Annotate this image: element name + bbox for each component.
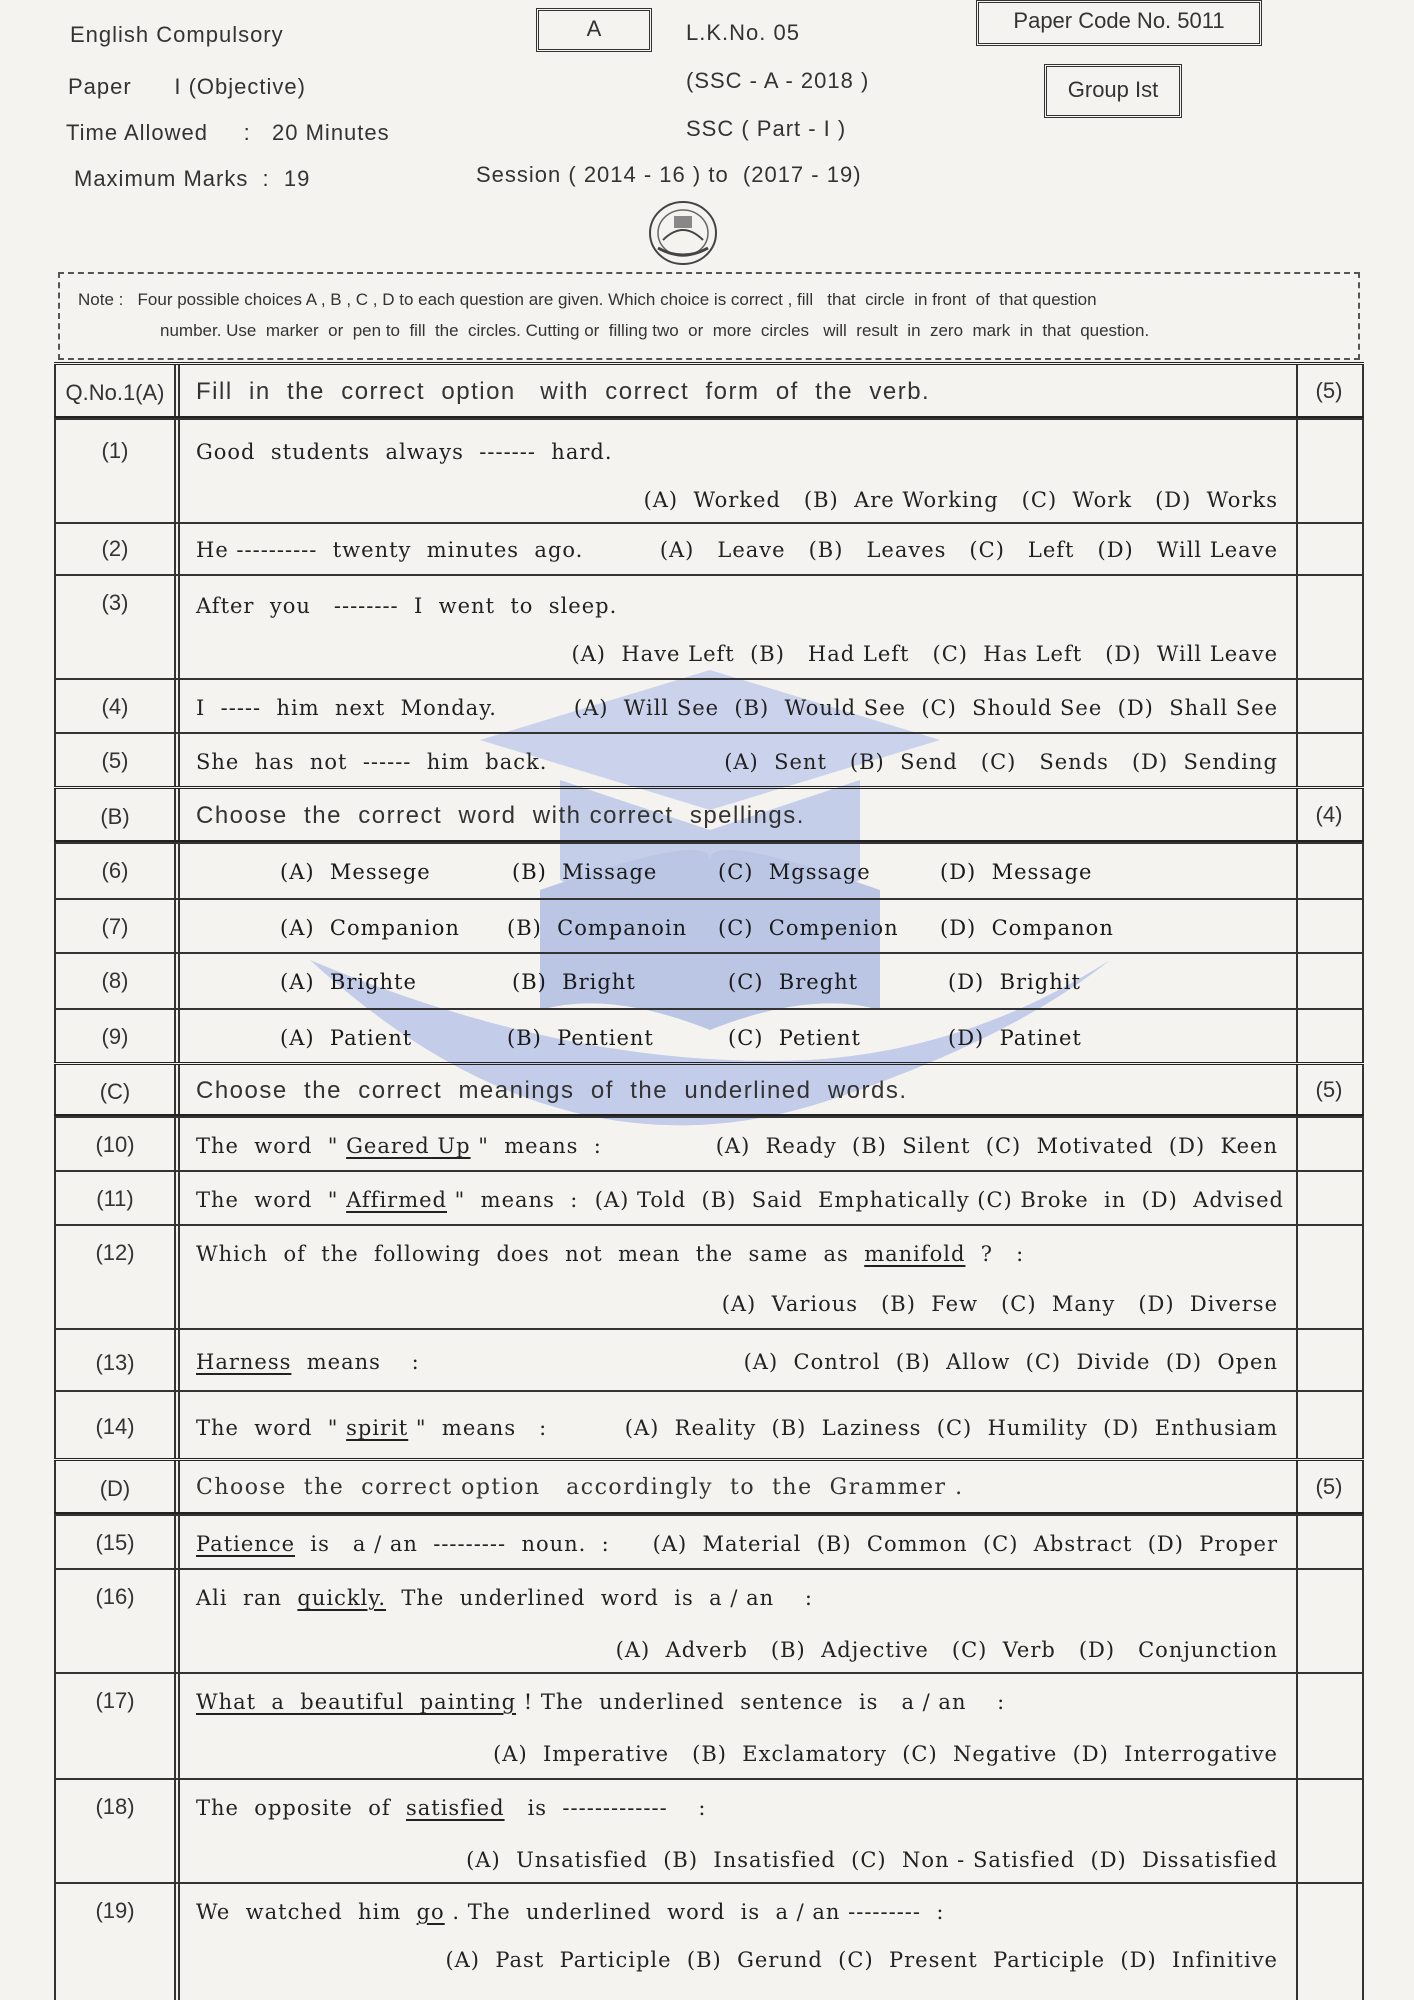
- question-text: Harness means :: [196, 1350, 420, 1374]
- question-options: (A) Control (B) Allow (C) Divide (D) Open: [743, 1350, 1278, 1374]
- option-b: (B) Companoin: [507, 916, 688, 940]
- question-options: (A) Imperative (B) Exclamatory (C) Negative (D) Interrogative: [493, 1742, 1278, 1766]
- question-text: Good students always ------- hard.: [196, 440, 613, 464]
- section-label: (B): [100, 804, 130, 829]
- question-options: (A) Will See (B) Would See (C) Should See (D) Shall See: [573, 696, 1278, 720]
- option-b: (B) Pentient: [507, 1026, 654, 1050]
- option-c: (C) Compenion: [718, 916, 899, 940]
- option-d: (D) Message: [940, 860, 1093, 884]
- section-marks: (5): [1315, 1077, 1343, 1102]
- section-title: Choose the correct word with correct spellings.: [196, 802, 805, 829]
- question-number: (5): [101, 748, 129, 773]
- question-text: We watched him go . The underlined word is a / an --------- :: [196, 1900, 945, 1924]
- question-row: [54, 952, 1364, 1008]
- question-row: [54, 1672, 1364, 1778]
- question-number: (8): [101, 968, 129, 993]
- question-number: (2): [101, 536, 129, 561]
- question-row: [54, 678, 1364, 732]
- option-c: (C) Breght: [728, 970, 859, 994]
- underlined-word: satisfied: [405, 1796, 505, 1820]
- question-number: (9): [101, 1024, 129, 1049]
- section-c-header: [54, 1062, 1364, 1116]
- question-text: Ali ran quickly. The underlined word is a / an :: [196, 1586, 813, 1610]
- question-number: (16): [95, 1584, 135, 1609]
- version-box: A: [536, 8, 652, 52]
- question-row: [54, 1568, 1364, 1672]
- section-b-header: [54, 786, 1364, 842]
- question-number: (10): [95, 1132, 135, 1157]
- question-number: (12): [95, 1240, 135, 1265]
- question-number: (19): [95, 1898, 135, 1923]
- question-row: [54, 1170, 1364, 1224]
- question-text: Patience is a / an --------- noun. :: [196, 1532, 610, 1556]
- exam-code: (SSC - A - 2018 ): [686, 68, 870, 93]
- question-row: [54, 1882, 1364, 2000]
- section-label: (D): [99, 1476, 131, 1501]
- section-title: Choose the correct option accordingly to the Grammer .: [196, 1475, 964, 1500]
- option-c: (C) Mgssage: [718, 860, 871, 884]
- option-c: (C) Petient: [728, 1026, 861, 1050]
- question-number: (13): [95, 1350, 135, 1375]
- question-row: [54, 732, 1364, 786]
- question-text: What a beautiful painting ! The underlined sentence is a / an :: [196, 1690, 1006, 1714]
- note-line-2: number. Use marker or pen to fill the circles. Cutting or filling two or more circles will result in zero mark in that question.: [160, 321, 1150, 340]
- exam-part: SSC ( Part - I ): [686, 116, 847, 141]
- question-row: [54, 842, 1364, 898]
- question-options: (A) Unsatisfied (B) Insatisfied (C) Non - Satisfied (D) Dissatisfied: [466, 1848, 1278, 1872]
- question-number: (14): [95, 1414, 135, 1439]
- subject-title: English Compulsory: [70, 22, 284, 47]
- question-row: [54, 1514, 1364, 1568]
- time-allowed: Time Allowed : 20 Minutes: [66, 120, 390, 145]
- question-number: (4): [101, 694, 129, 719]
- question-row: [54, 1778, 1364, 1882]
- option-a: (A) Patient: [280, 1026, 413, 1050]
- section-label: (C): [99, 1079, 131, 1104]
- lk-number: L.K.No. 05: [686, 20, 800, 45]
- underlined-word: quickly.: [297, 1586, 387, 1610]
- question-options: (A) Sent (B) Send (C) Sends (D) Sending: [724, 750, 1278, 774]
- option-b: (B) Missage: [512, 860, 658, 884]
- question-options: (A) Material (B) Common (C) Abstract (D) Proper: [652, 1532, 1278, 1556]
- question-number: (15): [95, 1530, 135, 1555]
- question-row: [54, 898, 1364, 952]
- section-marks: (5): [1315, 378, 1343, 403]
- option-d: (D) Brighit: [948, 970, 1081, 994]
- underlined-word: manifold: [864, 1242, 966, 1266]
- question-text: The word " Affirmed " means :: [196, 1188, 579, 1212]
- question-options: (A) Past Participle (B) Gerund (C) Present Participle (D) Infinitive: [445, 1948, 1278, 1972]
- question-options: (A) Told (B) Said Emphatically (C) Broke in (D) Advised: [594, 1188, 1284, 1212]
- question-row: [54, 1224, 1364, 1328]
- question-row: [54, 418, 1364, 522]
- question-row: [54, 522, 1364, 574]
- section-marks: (5): [1315, 1474, 1343, 1499]
- question-row: [54, 574, 1364, 678]
- question-number: (18): [95, 1794, 135, 1819]
- option-b: (B) Bright: [512, 970, 636, 994]
- question-row: [54, 1390, 1364, 1458]
- option-a: (A) Messege: [280, 860, 431, 884]
- question-options: (A) Worked (B) Are Working (C) Work (D) Works: [643, 488, 1278, 512]
- question-text: She has not ------ him back.: [196, 750, 548, 774]
- option-a: (A) Companion: [280, 916, 460, 940]
- question-row: [54, 1116, 1364, 1170]
- section-label: Q.No.1(A): [65, 380, 165, 405]
- section-d-header: [54, 1458, 1364, 1514]
- section-a-header: [54, 362, 1364, 418]
- maximum-marks: Maximum Marks : 19: [74, 166, 311, 191]
- section-title: Choose the correct meanings of the underlined words.: [196, 1077, 908, 1104]
- question-text: He ---------- twenty minutes ago.: [196, 538, 584, 562]
- underlined-word: Affirmed: [346, 1188, 447, 1212]
- section-marks: (4): [1315, 802, 1343, 827]
- underlined-sentence: What a beautiful painting: [196, 1690, 517, 1714]
- board-seal-icon: [648, 200, 718, 266]
- session: Session ( 2014 - 16 ) to (2017 - 19): [476, 162, 862, 187]
- paper-code-box: Paper Code No. 5011: [976, 0, 1262, 46]
- underlined-word: spirit: [346, 1416, 409, 1440]
- question-number: (6): [101, 858, 129, 883]
- underlined-word: Geared Up: [346, 1134, 471, 1158]
- option-d: (D) Patinet: [948, 1026, 1082, 1050]
- question-text: Which of the following does not mean the same as manifold ? :: [196, 1242, 1025, 1266]
- question-options: (A) Various (B) Few (C) Many (D) Diverse: [721, 1292, 1278, 1316]
- underlined-word: Harness: [196, 1350, 292, 1374]
- question-number: (17): [95, 1688, 135, 1713]
- question-row: [54, 1008, 1364, 1062]
- question-text: After you -------- I went to sleep.: [196, 594, 618, 618]
- instructions-note: [58, 272, 1360, 360]
- question-options: (A) Ready (B) Silent (C) Motivated (D) Keen: [715, 1134, 1278, 1158]
- group-box: Group Ist: [1044, 64, 1182, 118]
- question-sheet: [54, 362, 1364, 2000]
- underlined-word: Patience: [196, 1532, 296, 1556]
- option-a: (A) Brighte: [280, 970, 417, 994]
- question-text: I ----- him next Monday.: [196, 696, 497, 720]
- option-d: (D) Companon: [940, 916, 1114, 940]
- question-options: (A) Leave (B) Leaves (C) Left (D) Will Leave: [659, 538, 1278, 562]
- question-number: (11): [96, 1186, 134, 1211]
- question-number: (1): [101, 438, 129, 463]
- question-options: (A) Adverb (B) Adjective (C) Verb (D) Conjunction: [615, 1638, 1278, 1662]
- section-title: Fill in the correct option with correct form of the verb.: [196, 378, 931, 405]
- question-text: The opposite of satisfied is ------------- :: [196, 1796, 707, 1820]
- question-options: (A) Have Left (B) Had Left (C) Has Left (D) Will Leave: [571, 642, 1278, 666]
- underlined-word: go: [416, 1900, 445, 1924]
- paper-label: Paper I (Objective): [68, 74, 306, 99]
- question-options: (A) Reality (B) Laziness (C) Humility (D) Enthusiam: [624, 1416, 1278, 1440]
- note-line-1: Note : Four possible choices A , B , C , D to each question are given. Which choice is correct , fill that circle in front of that question: [78, 290, 1097, 309]
- question-text: The word " Geared Up " means :: [196, 1134, 602, 1158]
- question-text: The word " spirit " means :: [196, 1416, 548, 1440]
- question-number: (7): [101, 914, 129, 939]
- question-row: [54, 1328, 1364, 1390]
- question-number: (3): [101, 590, 129, 615]
